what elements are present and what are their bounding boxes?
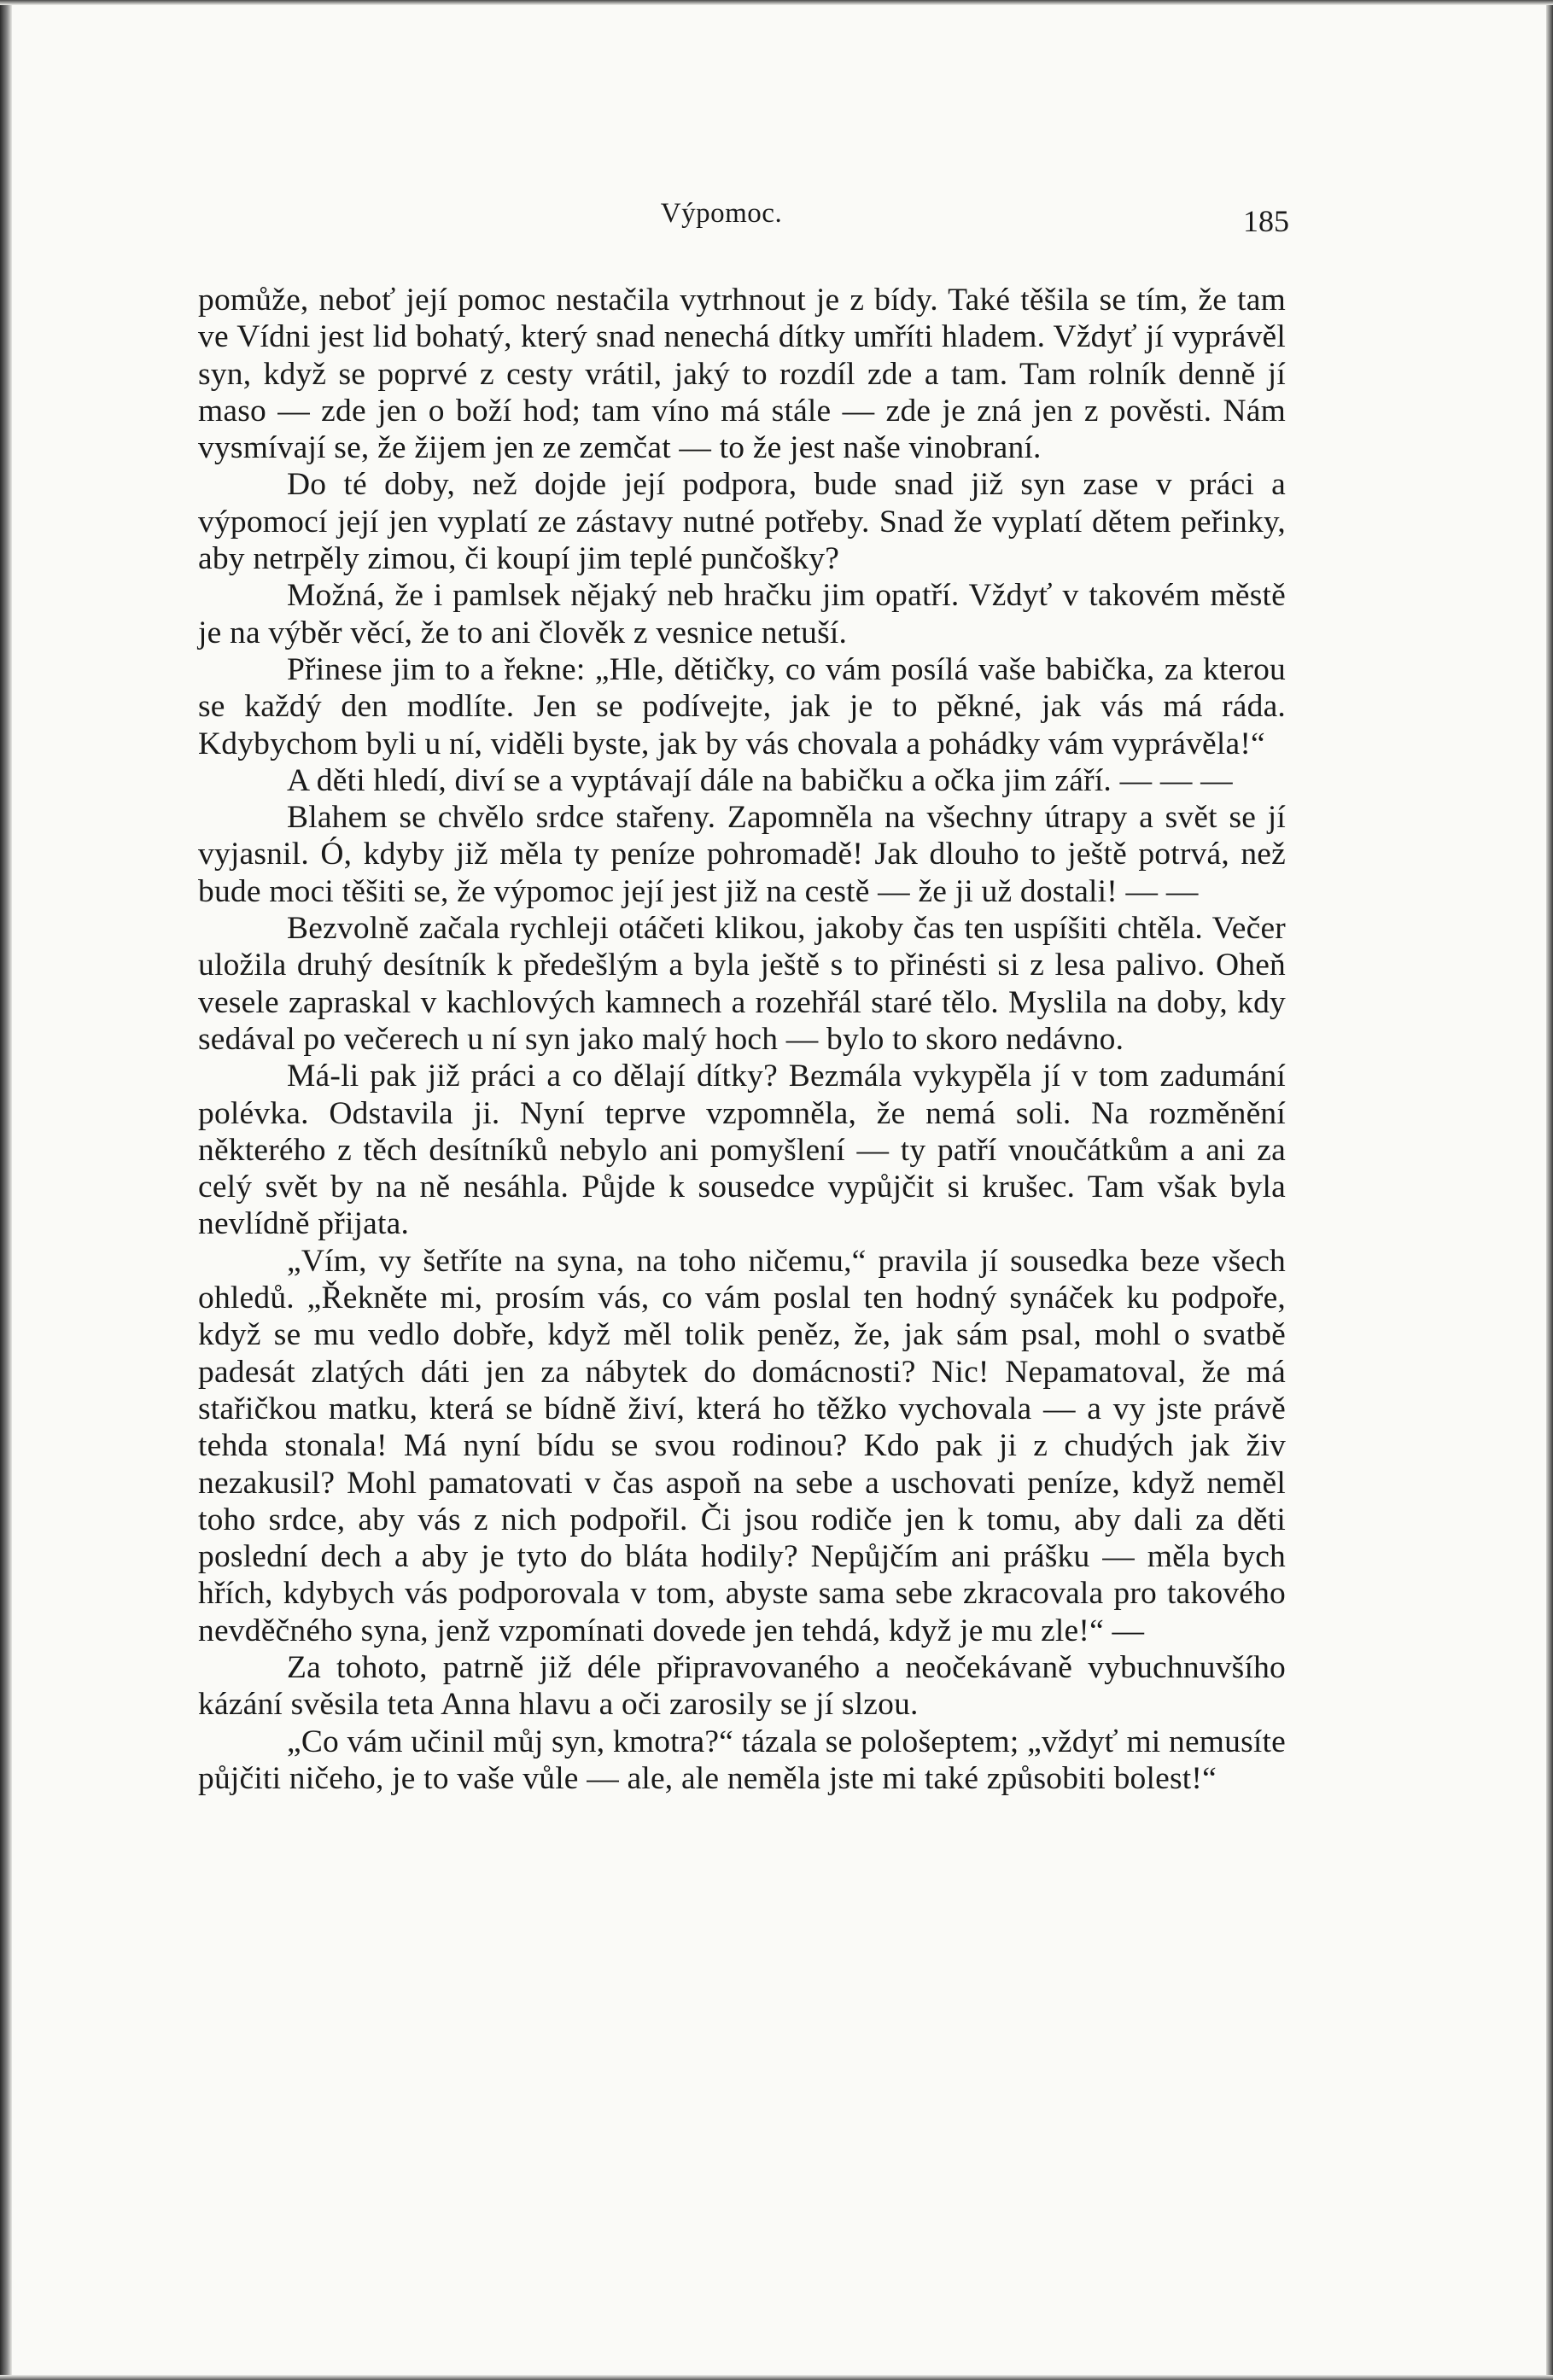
paragraph: Do té doby, než dojde její podpora, bude snad již syn zase v práci a výpomocí její jen vyplatí ze zástavy nutné potřeby. Snad že vyplatí dětem peřinky, aby netrpěly zimou, či koupí jim teplé punčošky? — [198, 467, 1286, 577]
scan-edge-left — [0, 0, 12, 2380]
paragraph: Bezvolně začala rychleji otáčeti klikou, jakoby čas ten uspíšiti chtěla. Večer uložila druhý desítník k předešlým a byla ještě s to přinésti si z lesa palivo. Oheň vesele zapraskal v kachlových kamnech a rozehřál staré tělo. Myslila na doby, kdy sedával po večerech u ní syn jako malý hoch — bylo to skoro nedávno. — [198, 911, 1286, 1057]
scan-edge-top — [0, 0, 1553, 5]
paragraph: Má-li pak již práci a co dělají dítky? Bezmála vykypěla jí v tom zadumání polévka. Odstavila ji. Nyní teprve vzpomněla, že nemá soli. Na rozměnění některého z těch desítníků nebylo ani pomyšlení — ty patří vnoučátkům a ani za celý svět by na ně nesáhla. Půjde k sousedce vypůjčit si krušec. Tam však byla nevlídně přijata. — [198, 1059, 1286, 1242]
paragraph: „Vím, vy šetříte na syna, na toho ničemu,“ pravila jí sousedka beze všech ohledů. „Řekněte mi, prosím vás, co vám poslal ten hodný synáček ku podpoře, když se mu vedlo dobře, když měl tolik peněz, že, jak sám psal, mohl o svatbě padesát zlatých dáti jen za nábytek do domácnosti? Nic! Nepamatoval, že má stařičkou matku, která se bídně živí, která ho těžko vychovala — a vy jste právě tehda stonala! Má nyní bídu se svou rodinou? Kdo pak ji z chudých jak živ nezakusil? Mohl pamatovati v čas aspoň na sebe a uschovati peníze, když neměl toho srdce, aby vás z nich podpořil. Či jsou rodiče jen k tomu, aby dali za děti poslední dech a aby je tyto do bláta hodily? Nepůjčím ani prášku — měla bych hřích, kdybych vás podporovala v tom, abyste sama sebe zkracovala pro takového nevděčného syna, jenž vzpomínati dovede jen tehdá, když je mu zle!“ — — [198, 1243, 1286, 1648]
paragraph: A děti hledí, diví se a vyptávají dále na babičku a očka jim září. — — — — [287, 762, 1233, 798]
scan-edge-bottom — [0, 2375, 1553, 2380]
scan-edge-right — [1546, 0, 1553, 2380]
paragraph: Možná, že i pamlsek nějaký neb hračku jim opatří. Vždyť v takovém městě je na výběr věcí, že to ani člověk z vesnice netuší. — [198, 578, 1286, 650]
body-text — [198, 282, 1286, 1797]
paragraph: Blahem se chvělo srdce stařeny. Zapomněla na všechny útrapy a svět se jí vyjasnil. Ó, kdyby již měla ty peníze pohromadě! Jak dlouho to ještě potrvá, než bude moci těšiti se, že výpomoc její jest již na cestě — že ji už dostali! — — — [198, 800, 1286, 909]
paragraph: „Co vám učinil můj syn, kmotra?“ tázala se pološeptem; „vždyť mi nemusíte půjčiti ničeho, je to vaše vůle — ale, ale neměla jste mi také způsobiti bolest!“ — [198, 1724, 1286, 1796]
running-head — [0, 195, 1553, 237]
paragraph: pomůže, neboť její pomoc nestačila vytrhnout je z bídy. Také těšila se tím, že tam ve Vídni jest lid bohatý, který snad nenechá dítky umříti hladem. Vždyť jí vyprávěl syn, když se poprvé z cesty vrátil, jaký to rozdíl zde a tam. Tam rolník denně jí maso — zde jen o boží hod; tam víno má stále — zde je zná jen z pověsti. Nám vysmívají se, že žijem jen ze zemčat — to že jest naše vinobraní. — [198, 283, 1286, 466]
page-number: 185 — [1243, 204, 1289, 238]
paragraph: Za tohoto, patrně již déle připravovaného a neočekávaně vybuchnuvšího kázání svěsila teta Anna hlavu a oči zarosily se jí slzou. — [198, 1649, 1286, 1723]
paragraph: Přinese jim to a řekne: „Hle, dětičky, co vám posílá vaše babička, za kterou se každý den modlíte. Jen se podívejte, jak je to pěkné, jak vás má ráda. Kdybychom byli u ní, viděli byste, jak by vás chovala a pohádky vám vyprávěla!“ — [198, 651, 1286, 761]
running-title: Výpomoc. — [660, 198, 783, 229]
